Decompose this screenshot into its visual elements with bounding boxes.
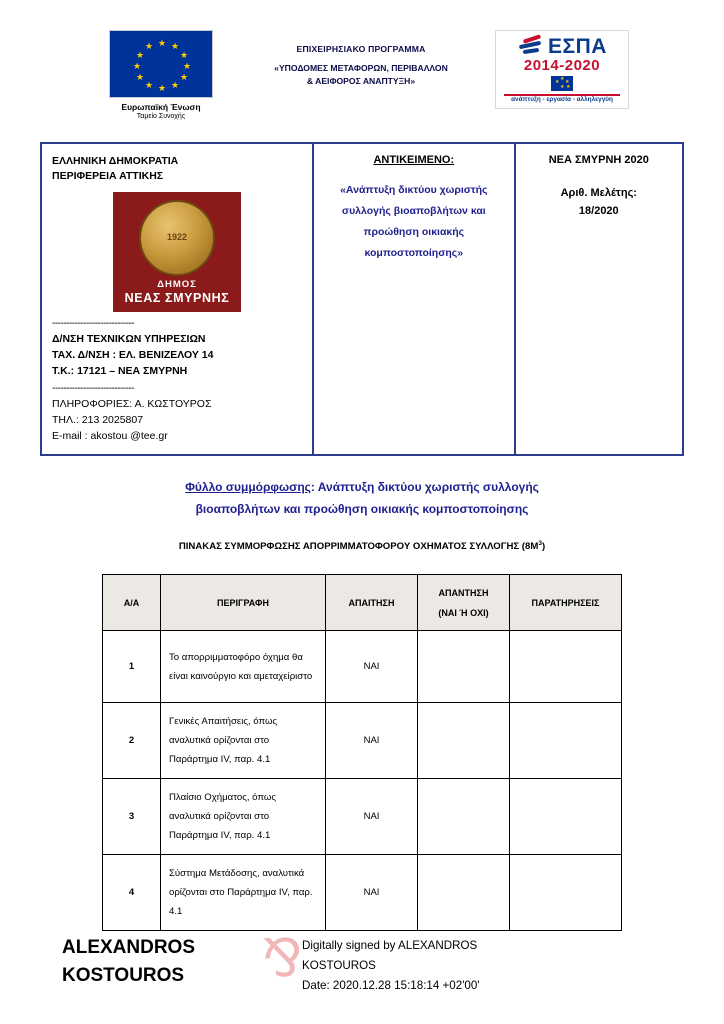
- cell-description: Πλαίσιο Οχήματος, όπως αναλυτικά ορίζονται στο Παράρτημα IV, παρ. 4.1: [161, 779, 326, 855]
- issuer-column: [42, 144, 314, 454]
- issuer-address: ΤΑΧ. Δ/ΝΣΗ : ΕΛ. ΒΕΝΙΖΕΛΟΥ 14: [52, 349, 214, 361]
- cell-description: Σύστημα Μετάδοσης, αναλυτικά ορίζονται στο Παράρτημα IV, παρ. 4.1: [161, 855, 326, 931]
- table-row: [103, 779, 622, 855]
- eu-mini-flag-icon: ★ ★ ★ ★ ★: [551, 76, 573, 91]
- cell-requirement: ΝΑΙ: [326, 855, 418, 931]
- issuer-title-line-1: ΕΛΛΗΝΙΚΗ ΔΗΜΟΚΡΑΤΙΑ: [52, 155, 179, 167]
- document-identity-box: [40, 142, 684, 456]
- table-caption-text: ΠΙΝΑΚΑΣ ΣΥΜΜΟΡΦΩΣΗΣ ΑΠΟΡΡΙΜΜΑΤΟΦΟΡΟΥ ΟΧΗΜΑΤΟΣ ΣΥΛΛΟΓΗΣ (8Μ: [178, 541, 539, 553]
- municipality-seal-wrap: [52, 192, 302, 312]
- cell-aa: 4: [103, 855, 161, 931]
- espa-wordmark: ΕΣΠΑ: [548, 34, 607, 58]
- header-description: ΠΕΡΙΓΡΑΦΗ: [161, 575, 326, 631]
- cell-aa: 3: [103, 779, 161, 855]
- table-row: [103, 631, 622, 703]
- cell-requirement: ΝΑΙ: [326, 703, 418, 779]
- header-notes: ΠΑΡΑΤΗΡΗΣΕΙΣ: [510, 575, 622, 631]
- municipality-seal-icon: [113, 192, 241, 312]
- signature-info-line-3: Date: 2020.12.28 15:18:14 +02'00': [302, 979, 480, 992]
- subject-column: [314, 144, 516, 454]
- table-head: [103, 575, 622, 631]
- programme-line-1: ΕΠΙΧΕΙΡΗΣΙΑΚΟ ΠΡΟΓΡΑΜΜΑ: [296, 44, 426, 54]
- signature-name: [40, 934, 258, 990]
- study-info-column: [516, 144, 682, 454]
- signature-name-line-1: ALEXANDROS: [62, 937, 196, 958]
- espa-years: 2014-2020: [523, 57, 601, 74]
- issuer-divider-2: -----------------------------: [52, 383, 135, 394]
- compliance-sheet-label: Φύλλο συμμόρφωσης: [185, 480, 311, 494]
- compliance-sheet-heading: [0, 476, 724, 520]
- issuer-email: E-mail : akostou @tee.gr: [52, 430, 168, 442]
- eu-caption-union: Ευρωπαϊκή Ένωση: [121, 102, 201, 112]
- cell-aa: 1: [103, 631, 161, 703]
- table-caption: [0, 540, 724, 552]
- compliance-sheet-rest: : Ανάπτυξη δικτύου χωριστής συλλογής: [310, 480, 539, 494]
- header-answer: [418, 575, 510, 631]
- eu-flag-icon: ★ ★ ★ ★ ★ ★ ★ ★ ★ ★ ★ ★: [109, 30, 213, 98]
- signature-info-line-1: Digitally signed by ALEXANDROS: [302, 939, 478, 952]
- cell-answer[interactable]: [418, 779, 510, 855]
- subject-text: «Ανάπτυξη δικτύου χωριστής συλλογής βιοαποβλήτων και προώθηση οικιακής κομποστοποίησης»: [340, 184, 488, 259]
- espa-logo-top: [502, 35, 622, 57]
- study-number-label: Αριθ. Μελέτης:: [560, 187, 637, 199]
- issuer-department: Δ/ΝΣΗ ΤΕΧΝΙΚΩΝ ΥΠΗΡΕΣΙΩΝ: [52, 333, 206, 345]
- seal-coin-year: 1922: [166, 231, 188, 242]
- espa-subtitle: ανάπτυξη - εργασία - αλληλεγγύη: [511, 96, 613, 103]
- seal-coin-icon: [139, 200, 215, 276]
- table-row: [103, 703, 622, 779]
- espa-flag-row: [502, 76, 622, 91]
- subject-label: ΑΝΤΙΚΕΙΜΕΝΟ:: [373, 154, 455, 166]
- table-row: [103, 855, 622, 931]
- header-requirement: ΑΠΑΙΤΗΣΗ: [326, 575, 418, 631]
- cell-answer[interactable]: [418, 703, 510, 779]
- signature-info-line-2: KOSTOUROS: [302, 959, 376, 972]
- issuer-postal-code: Τ.Κ.: 17121 – ΝΕΑ ΣΜΥΡΝΗ: [52, 365, 188, 377]
- eu-logo-block: [95, 30, 227, 120]
- cell-notes[interactable]: [510, 779, 622, 855]
- seal-text-dimos: ΔΗΜΟΣ: [157, 279, 197, 290]
- table-body: [103, 631, 622, 931]
- cell-requirement: ΝΑΙ: [326, 631, 418, 703]
- cell-answer[interactable]: [418, 855, 510, 931]
- cell-description: Γενικές Απαιτήσεις, όπως αναλυτικά ορίζονται στο Παράρτημα IV, παρ. 4.1: [161, 703, 326, 779]
- issuer-divider-1: -----------------------------: [52, 318, 135, 329]
- table-caption-end: ): [541, 541, 546, 553]
- document-header: [0, 22, 724, 120]
- signature-details: [302, 934, 480, 996]
- espa-logo-block: [495, 30, 629, 109]
- programme-line-2: «ΥΠΟΔΟΜΕΣ ΜΕΤΑΦΟΡΩΝ, ΠΕΡΙΒΑΛΛΟΝ: [274, 63, 448, 73]
- cell-aa: 2: [103, 703, 161, 779]
- espa-swoosh-icon: [517, 35, 543, 57]
- cell-answer[interactable]: [418, 631, 510, 703]
- table-header-row: [103, 575, 622, 631]
- programme-line-3: & ΑΕΙΦΟΡΟΣ ΑΝΑΠΤΥΞΗ»: [306, 76, 416, 86]
- issuer-phone: ΤΗΛ.: 213 2025807: [52, 414, 144, 426]
- digital-signature-block: [0, 931, 724, 996]
- seal-text-neas-smyrnis: ΝΕΑΣ ΣΜΥΡΝΗΣ: [124, 291, 230, 305]
- cell-notes[interactable]: [510, 855, 622, 931]
- table-caption-superscript: 3: [538, 540, 542, 547]
- cell-description: Το απορριμματοφόρο όχημα θα είναι καινούργιο και αμεταχείριστο: [161, 631, 326, 703]
- header-answer-line-1: ΑΠΑΝΤΗΣΗ: [438, 587, 489, 598]
- signature-name-line-2: KOSTOUROS: [62, 965, 185, 986]
- header-aa: Α/Α: [103, 575, 161, 631]
- study-number-value: 18/2020: [578, 205, 619, 217]
- cell-requirement: ΝΑΙ: [326, 779, 418, 855]
- compliance-table: [102, 574, 622, 931]
- header-answer-line-2: (ΝΑΙ Ή ΟΧΙ): [438, 607, 489, 618]
- eu-caption-fund: Ταμείο Συνοχής: [136, 113, 186, 120]
- signature-flourish-icon: ⅋: [262, 931, 303, 988]
- cell-notes[interactable]: [510, 631, 622, 703]
- compliance-sheet-line-2: βιοαποβλήτων και προώθηση οικιακής κομποστοποίησης: [195, 502, 529, 516]
- cell-notes[interactable]: [510, 703, 622, 779]
- issuer-contact-person: ΠΛΗΡΟΦΟΡΙΕΣ: Α. ΚΩΣΤΟΥΡΟΣ: [52, 398, 212, 410]
- issuer-title-line-2: ΠΕΡΙΦΕΡΕΙΑ ΑΤΤΙΚΗΣ: [52, 170, 164, 182]
- programme-title-block: [241, 30, 481, 86]
- study-place-year: ΝΕΑ ΣΜΥΡΝΗ 2020: [548, 154, 649, 166]
